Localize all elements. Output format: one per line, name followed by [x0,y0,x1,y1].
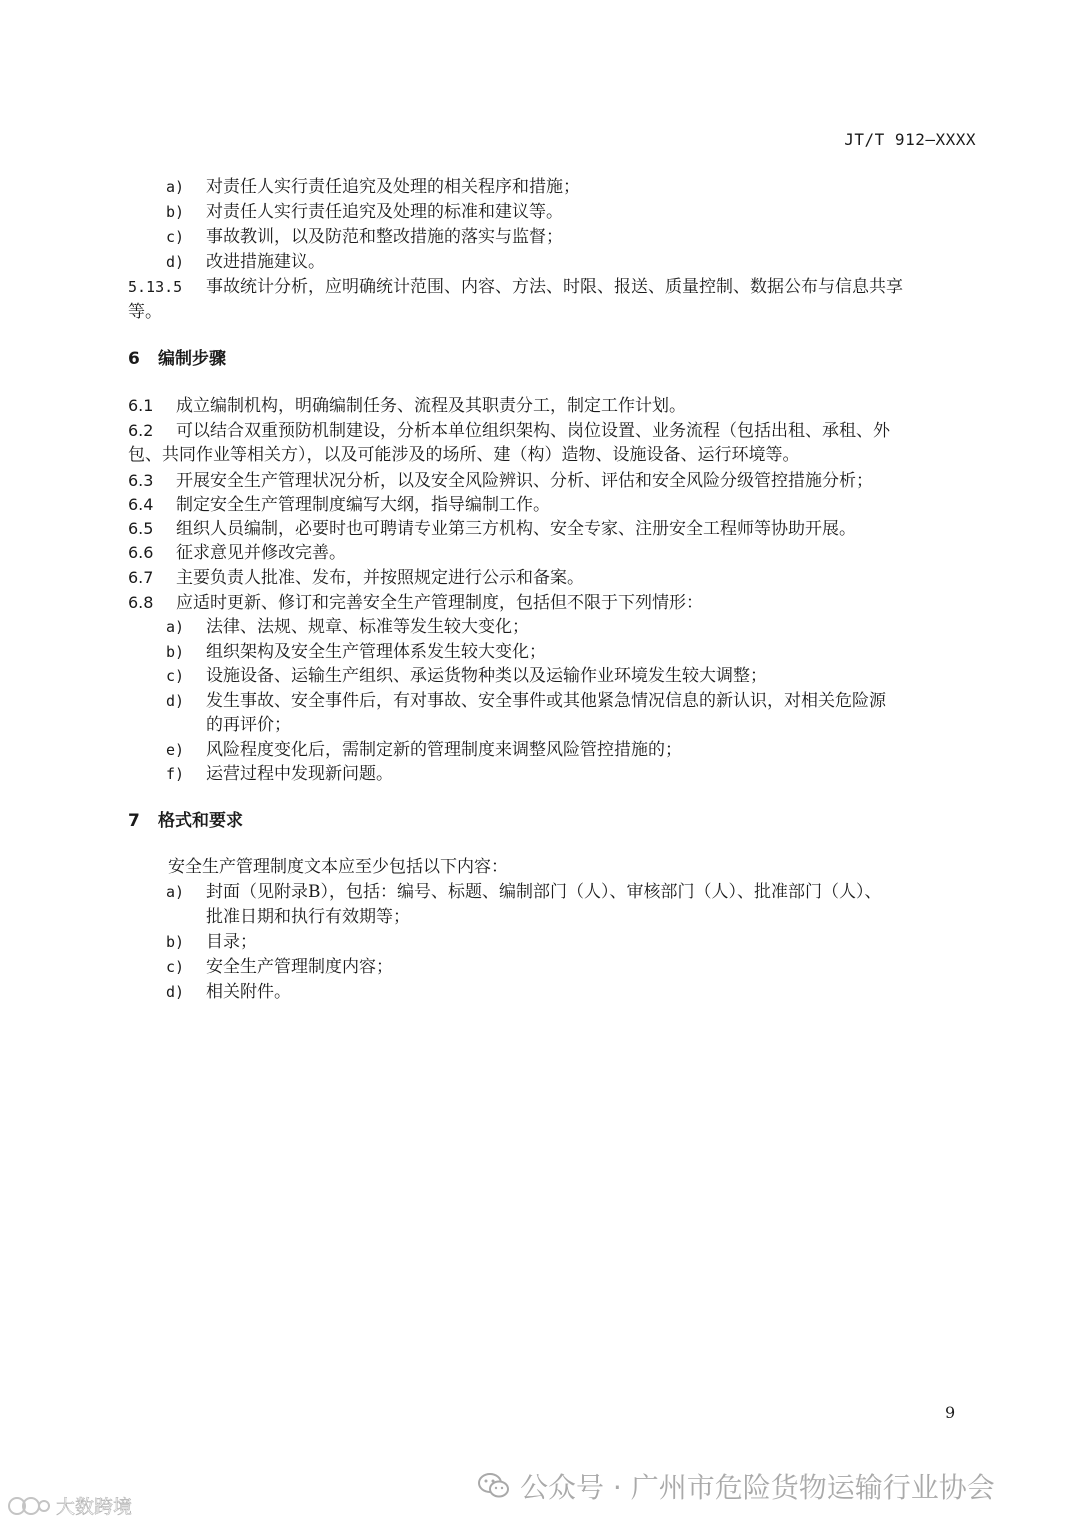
list-item [166,738,682,763]
list-marker: d) [166,692,185,710]
list-marker: c) [166,958,185,976]
list-marker: b) [166,643,185,661]
list-item [166,930,257,955]
list-item [166,640,546,665]
section-title: 编制步骤 [158,349,226,369]
brand-text: 大数跨境 [56,1496,133,1518]
list-item [166,880,882,905]
clause-continuation: 包、共同作业等相关方），以及可能涉及的场所、建（构）造物、设施设备、运行环境等。 [128,445,800,465]
wechat-account-text: 公众号 · 广州市危险货物运输行业协会 [520,1471,995,1504]
section-number: 6 [128,349,140,369]
clause [128,393,978,419]
list-text: 对责任人实行责任追究及处理的标准和建议等。 [206,202,563,222]
list-text: 运营过程中发现新问题。 [206,764,393,784]
clause-text: 事故统计分析，应明确统计范围、内容、方法、时限、报送、质量控制、数据公布与信息共享 [206,277,903,297]
wechat-icon [478,1472,510,1500]
list-text: 封面（见附录B），包括：编号、标题、编制部门（人）、审核部门（人）、批准部门（人）、 [206,882,882,902]
clause-text: 组织人员编制，必要时也可聘请专业第三方机构、安全专家、注册安全工程师等协助开展。 [176,519,856,539]
list-item [166,250,325,275]
brand-logo-icon [6,1495,52,1517]
list-continuation: 批准日期和执行有效期等； [206,907,410,927]
clause-text: 主要负责人批准、发布，并按照规定进行公示和备案。 [176,568,584,588]
list-marker: e) [166,741,185,759]
list-text: 目录； [206,932,257,952]
list-marker: d) [166,253,185,271]
clause-text: 开展安全生产管理状况分析，以及安全风险辨识、分析、评估和安全风险分级管控措施分析； [176,471,873,491]
clause [128,492,978,518]
clause-number: 6.7 [128,568,154,587]
clause-number: 6.8 [128,593,154,612]
list-text: 改进措施建议。 [206,252,325,272]
list-item [166,689,886,714]
clause-number: 6.3 [128,471,154,490]
brand-watermark [6,1492,132,1519]
list-text: 发生事故、安全事件后，有对事故、安全事件或其他紧急情况信息的新认识，对相关危险源 [206,691,886,711]
clause-number: 6.5 [128,519,154,538]
list-item [166,762,393,787]
list-marker: a) [166,618,185,636]
list-marker: c) [166,667,185,685]
list-item [166,225,563,250]
clause-text: 制定安全生产管理制度编写大纲，指导编制工作。 [176,495,550,515]
clause [128,516,978,542]
list-text: 安全生产管理制度内容； [206,957,393,977]
list-marker: d) [166,983,185,1001]
page-number: 9 [945,1403,956,1422]
clause-text: 征求意见并修改完善。 [176,543,346,563]
clause-number: 6.4 [128,495,154,514]
list-marker: a) [166,883,185,901]
clause [128,468,978,494]
clause-number: 6.1 [128,396,154,415]
list-marker: b) [166,203,185,221]
list-text: 法律、法规、规章、标准等发生较大变化； [206,617,529,637]
section-title: 格式和要求 [158,811,243,831]
clause-continuation: 等。 [128,302,162,322]
list-item [166,980,291,1005]
clause [128,418,978,444]
list-item [166,200,563,225]
clause-text: 可以结合双重预防机制建设，分析本单位组织架构、岗位设置、业务流程（包括出租、承租、外 [176,421,890,441]
standard-code: JT/T 912—XXXX [844,130,976,149]
section-heading-6 [128,347,226,372]
list-text: 风险程度变化后，需制定新的管理制度来调整风险管控措施的； [206,740,682,760]
list-marker: c) [166,228,185,246]
clause [128,565,978,591]
clause [128,540,978,566]
list-continuation: 的再评价； [206,715,291,735]
clause-number: 5.13.5 [128,278,183,296]
clause-number: 6.2 [128,421,154,440]
list-item [166,664,767,689]
list-marker: f) [166,765,185,783]
list-marker: a) [166,178,185,196]
list-text: 设施设备、运输生产组织、承运货物种类以及运输作业环境发生较大调整； [206,666,767,686]
wechat-watermark [478,1466,995,1506]
section-intro: 安全生产管理制度文本应至少包括以下内容： [168,857,508,877]
list-text: 组织架构及安全生产管理体系发生较大变化； [206,642,546,662]
clause-5-13-5 [128,275,978,300]
list-text: 相关附件。 [206,982,291,1002]
list-item [166,955,393,980]
clause-text: 应适时更新、修订和完善安全生产管理制度，包括但不限于下列情形： [176,593,703,613]
list-text: 事故教训，以及防范和整改措施的落实与监督； [206,227,563,247]
list-marker: b) [166,933,185,951]
list-text: 对责任人实行责任追究及处理的相关程序和措施； [206,177,580,197]
clause [128,590,978,616]
clause-number: 6.6 [128,543,154,562]
section-heading-7 [128,809,243,834]
list-item [166,615,529,640]
list-item [166,175,580,200]
clause-text: 成立编制机构，明确编制任务、流程及其职责分工，制定工作计划。 [176,396,686,416]
section-number: 7 [128,811,140,831]
